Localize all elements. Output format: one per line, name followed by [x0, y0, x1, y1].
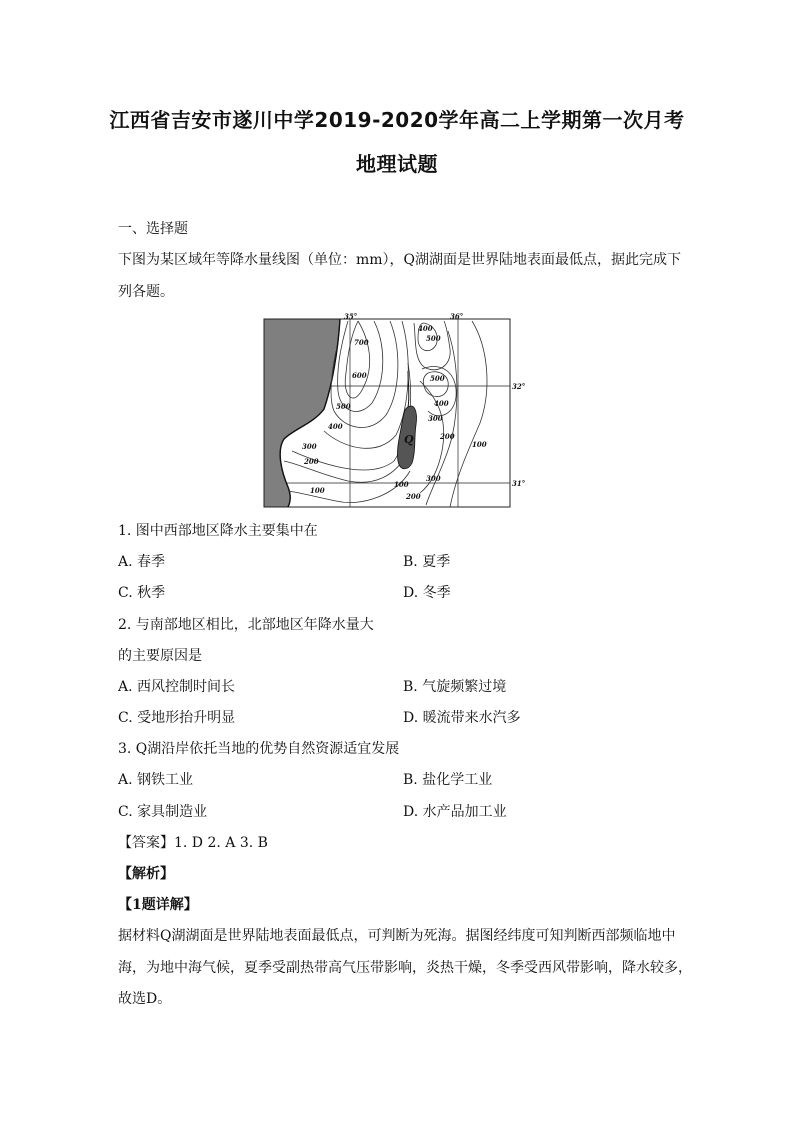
contour-label-200-south: 200: [406, 492, 421, 501]
contour-label-500-north: 500: [426, 334, 441, 343]
contour-label-400-east: 400: [434, 399, 449, 408]
question-1-option-d: D. 冬季: [403, 585, 451, 601]
lon-label-36: 36°: [450, 312, 464, 321]
contour-label-700: 700: [354, 338, 369, 347]
lake-label: Q: [404, 433, 414, 446]
question-3-option-c: C. 家具制造业: [118, 804, 208, 820]
detail-heading: 【1题详解】: [118, 897, 198, 913]
page-title-line1: 江西省吉安市遂川中学2019-2020学年高二上学期第一次月考: [109, 108, 685, 132]
contour-label-400-north: 400: [418, 324, 433, 333]
question-2-option-d: D. 暖流带来水汽多: [403, 710, 521, 726]
precipitation-isoline-map: [262, 311, 532, 511]
lat-label-32: 32°: [512, 382, 526, 391]
contour-label-300: 300: [302, 442, 317, 451]
analysis-heading: 【解析】: [118, 866, 174, 882]
question-3-option-a: A. 钢铁工业: [118, 772, 194, 788]
contour-label-100: 100: [310, 486, 325, 495]
page-title-line2: 地理试题: [356, 152, 438, 176]
contour-label-100-south: 100: [394, 480, 409, 489]
contour-label-100-east: 100: [472, 440, 487, 449]
contour-label-200-east: 200: [440, 432, 455, 441]
question-2-option-c: C. 受地形抬升明显: [118, 710, 236, 726]
contour-label-300-east: 300: [428, 414, 443, 423]
contour-label-200: 200: [304, 457, 319, 466]
contour-label-300-south: 300: [426, 474, 441, 483]
contour-label-500: 500: [336, 402, 351, 411]
answer-line: 【答案】1. D 2. A 3. B: [118, 835, 268, 851]
question-1-option-c: C. 秋季: [118, 585, 166, 601]
section-heading: 一、选择题: [118, 221, 188, 237]
question-3-option-b: B. 盐化学工业: [403, 772, 493, 788]
question-3-stem: 3. Q湖沿岸依托当地的优势自然资源适宜发展: [118, 741, 400, 757]
question-2-option-b: B. 气旋频繁过境: [403, 679, 507, 695]
question-2-stem-line1: 2. 与南部地区相比，北部地区年降水量大: [118, 617, 374, 633]
detail-line1: 据材料Q湖湖面是世界陆地表面最低点，可判断为死海。据图经纬度可知判断西部频临地中: [118, 928, 676, 944]
question-2-stem-line2: 的主要原因是: [118, 648, 202, 664]
question-1-option-b: B. 夏季: [403, 554, 451, 570]
intro-line1: 下图为某区域年等降水量线图（单位：mm），Q湖湖面是世界陆地表面最低点，据此完成下: [118, 252, 682, 268]
contour-label-500-east: 500: [430, 374, 445, 383]
intro-line2: 列各题。: [118, 284, 174, 300]
detail-line2: 海，为地中海气候，夏季受副热带高气压带影响，炎热干燥，冬季受西风带影响，降水较多，: [118, 960, 692, 976]
contour-label-400: 400: [328, 422, 343, 431]
detail-line3: 故选D。: [118, 991, 172, 1007]
contour-label-600: 600: [352, 371, 367, 380]
question-1-stem: 1. 图中西部地区降水主要集中在: [118, 523, 318, 539]
lon-label-35: 35°: [344, 312, 358, 321]
question-3-option-d: D. 水产品加工业: [403, 804, 507, 820]
lat-label-31: 31°: [512, 479, 526, 488]
question-1-option-a: A. 春季: [118, 554, 166, 570]
question-2-option-a: A. 西风控制时间长: [118, 679, 236, 695]
